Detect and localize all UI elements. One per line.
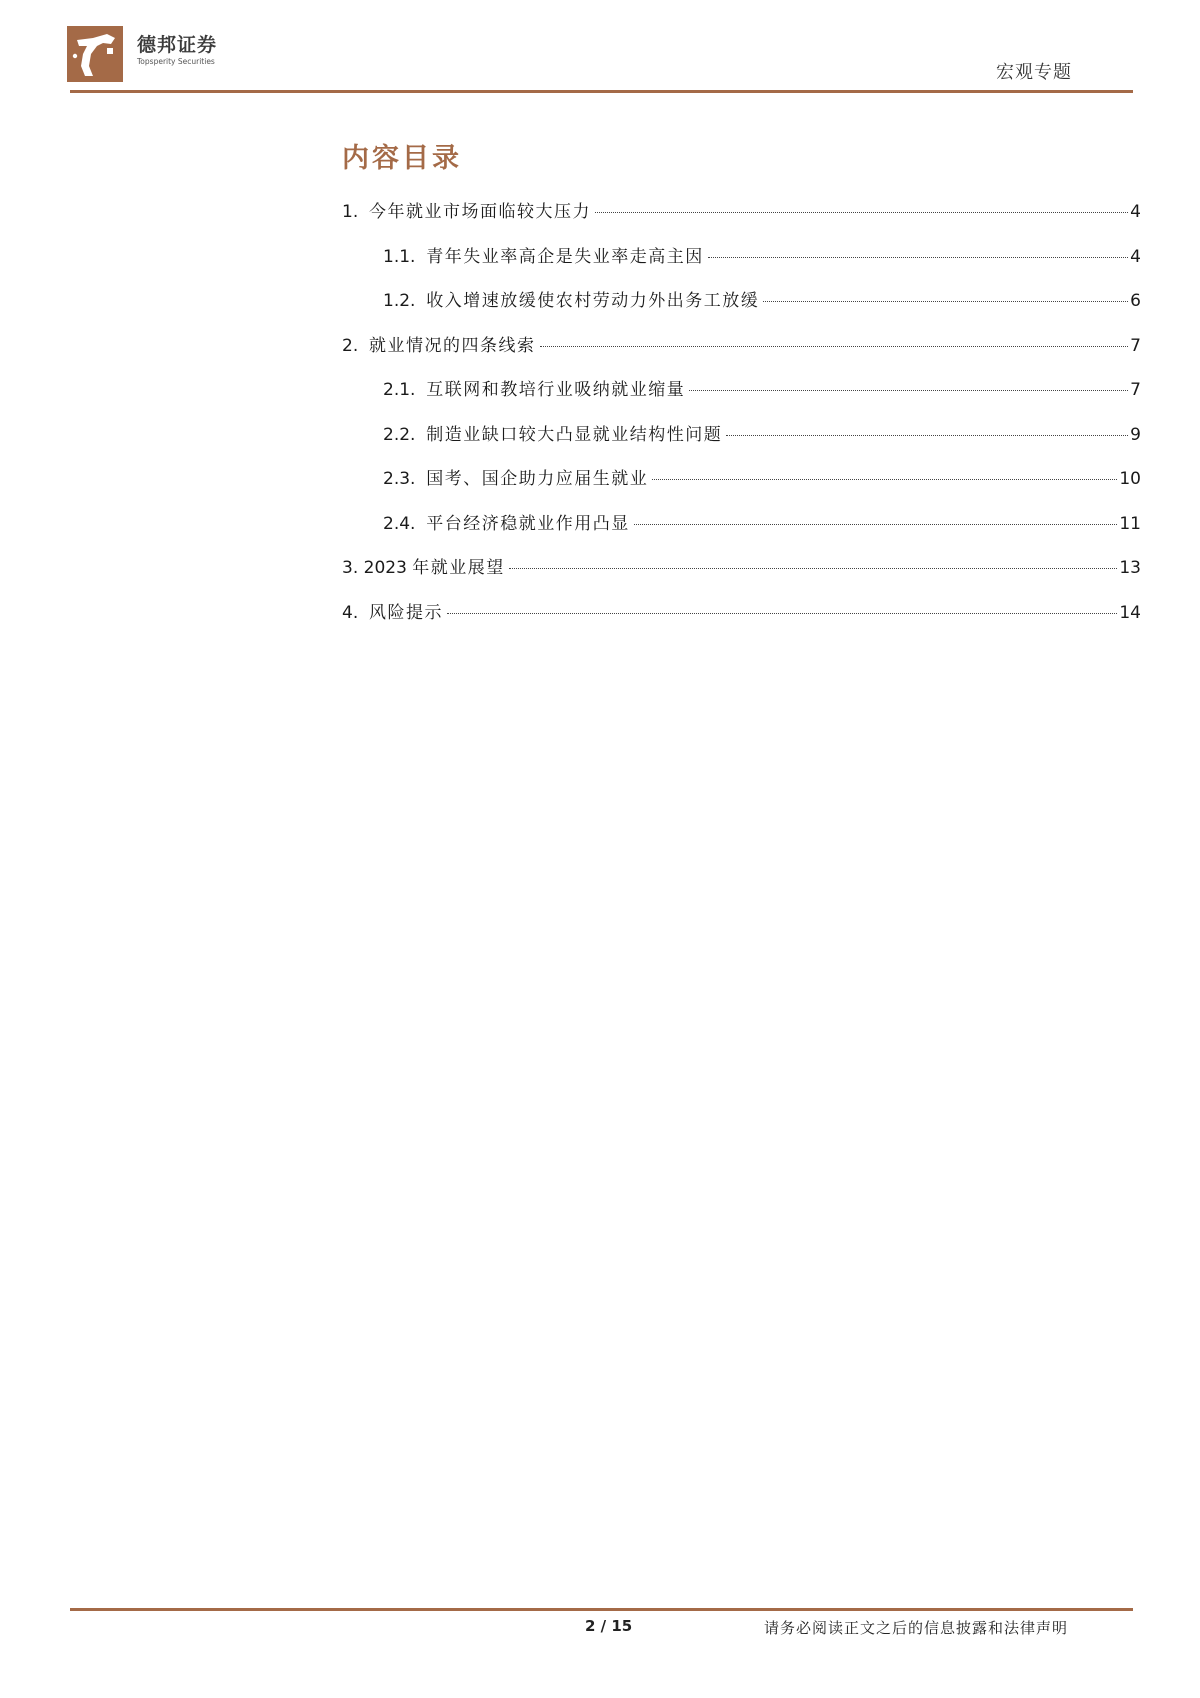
dot-leader — [726, 435, 1128, 436]
toc-entry-2-1[interactable] — [342, 378, 1141, 423]
toc-entry-title: 青年失业率高企是失业率走高主因 — [426, 246, 704, 267]
toc-entry-title: 平台经济稳就业作用凸显 — [426, 513, 630, 534]
logo-name-en: Topsperity Securities — [137, 57, 215, 66]
dot-leader — [708, 257, 1128, 258]
toc-entry-number: 2.1. — [383, 380, 427, 400]
toc-entry-page: 10 — [1119, 469, 1141, 489]
toc-entry-title: 互联网和教培行业吸纳就业缩量 — [426, 380, 686, 400]
dot-leader — [634, 524, 1118, 525]
toc-title: 内容目录 — [342, 143, 462, 174]
company-logo — [67, 26, 267, 82]
toc-entry-number: 1. — [342, 202, 370, 222]
toc-entry-1-2[interactable] — [342, 289, 1141, 334]
toc-entry-1-1[interactable] — [342, 245, 1141, 290]
toc-entry-1[interactable] — [342, 200, 1141, 245]
dot-leader — [763, 301, 1128, 302]
toc-entry-page: 11 — [1119, 513, 1141, 534]
toc-entry-number: 3. 2023 — [342, 558, 413, 578]
toc-entry-title: 收入增速放缓使农村劳动力外出务工放缓 — [426, 291, 760, 311]
dot-leader — [509, 568, 1118, 569]
toc-entry-number: 2.2. — [383, 424, 427, 445]
toc-entry-title: 就业情况的四条线索 — [369, 335, 536, 356]
logo-name-cn: 德邦证券 — [137, 34, 218, 56]
logo-mark-icon — [67, 26, 123, 82]
dot-leader — [652, 479, 1117, 480]
dot-leader — [540, 346, 1129, 347]
toc-entry-title: 年就业展望 — [412, 558, 505, 578]
toc-entry-2-2[interactable] — [342, 423, 1141, 468]
dot-leader — [447, 613, 1117, 614]
toc-entry-page: 14 — [1119, 602, 1141, 623]
toc-entry-title: 制造业缺口较大凸显就业结构性问题 — [426, 424, 723, 445]
table-of-contents — [342, 200, 1141, 645]
toc-entry-page: 7 — [1130, 335, 1141, 356]
toc-entry-page: 13 — [1119, 558, 1141, 578]
toc-entry-number: 1.1. — [383, 246, 427, 267]
document-type-label: 宏观专题 — [996, 62, 1072, 83]
toc-entry-number: 4. — [342, 602, 370, 623]
dot-leader — [689, 390, 1128, 391]
toc-entry-page: 7 — [1130, 380, 1141, 400]
header-divider — [70, 90, 1133, 93]
toc-entry-page: 4 — [1130, 202, 1141, 222]
dot-leader — [595, 212, 1128, 213]
toc-entry-number: 2. — [342, 335, 370, 356]
toc-entry-2[interactable] — [342, 334, 1141, 379]
toc-entry-2-3[interactable] — [342, 467, 1141, 512]
page-number: 2 / 15 — [585, 1617, 633, 1635]
toc-entry-title: 国考、国企助力应届生就业 — [426, 469, 649, 489]
toc-entry-title: 今年就业市场面临较大压力 — [369, 202, 592, 222]
toc-entry-number: 1.2. — [383, 291, 427, 311]
toc-entry-4[interactable] — [342, 601, 1141, 646]
toc-entry-number: 2.4. — [383, 513, 427, 534]
toc-entry-3[interactable] — [342, 556, 1141, 601]
disclaimer-note: 请务必阅读正文之后的信息披露和法律声明 — [763, 1619, 1068, 1637]
toc-entry-number: 2.3. — [383, 469, 427, 489]
toc-entry-page: 6 — [1130, 291, 1141, 311]
toc-entry-page: 4 — [1130, 246, 1141, 267]
footer-divider — [70, 1608, 1133, 1611]
toc-entry-2-4[interactable] — [342, 512, 1141, 557]
toc-entry-page: 9 — [1130, 424, 1141, 445]
toc-entry-title: 风险提示 — [369, 602, 444, 623]
